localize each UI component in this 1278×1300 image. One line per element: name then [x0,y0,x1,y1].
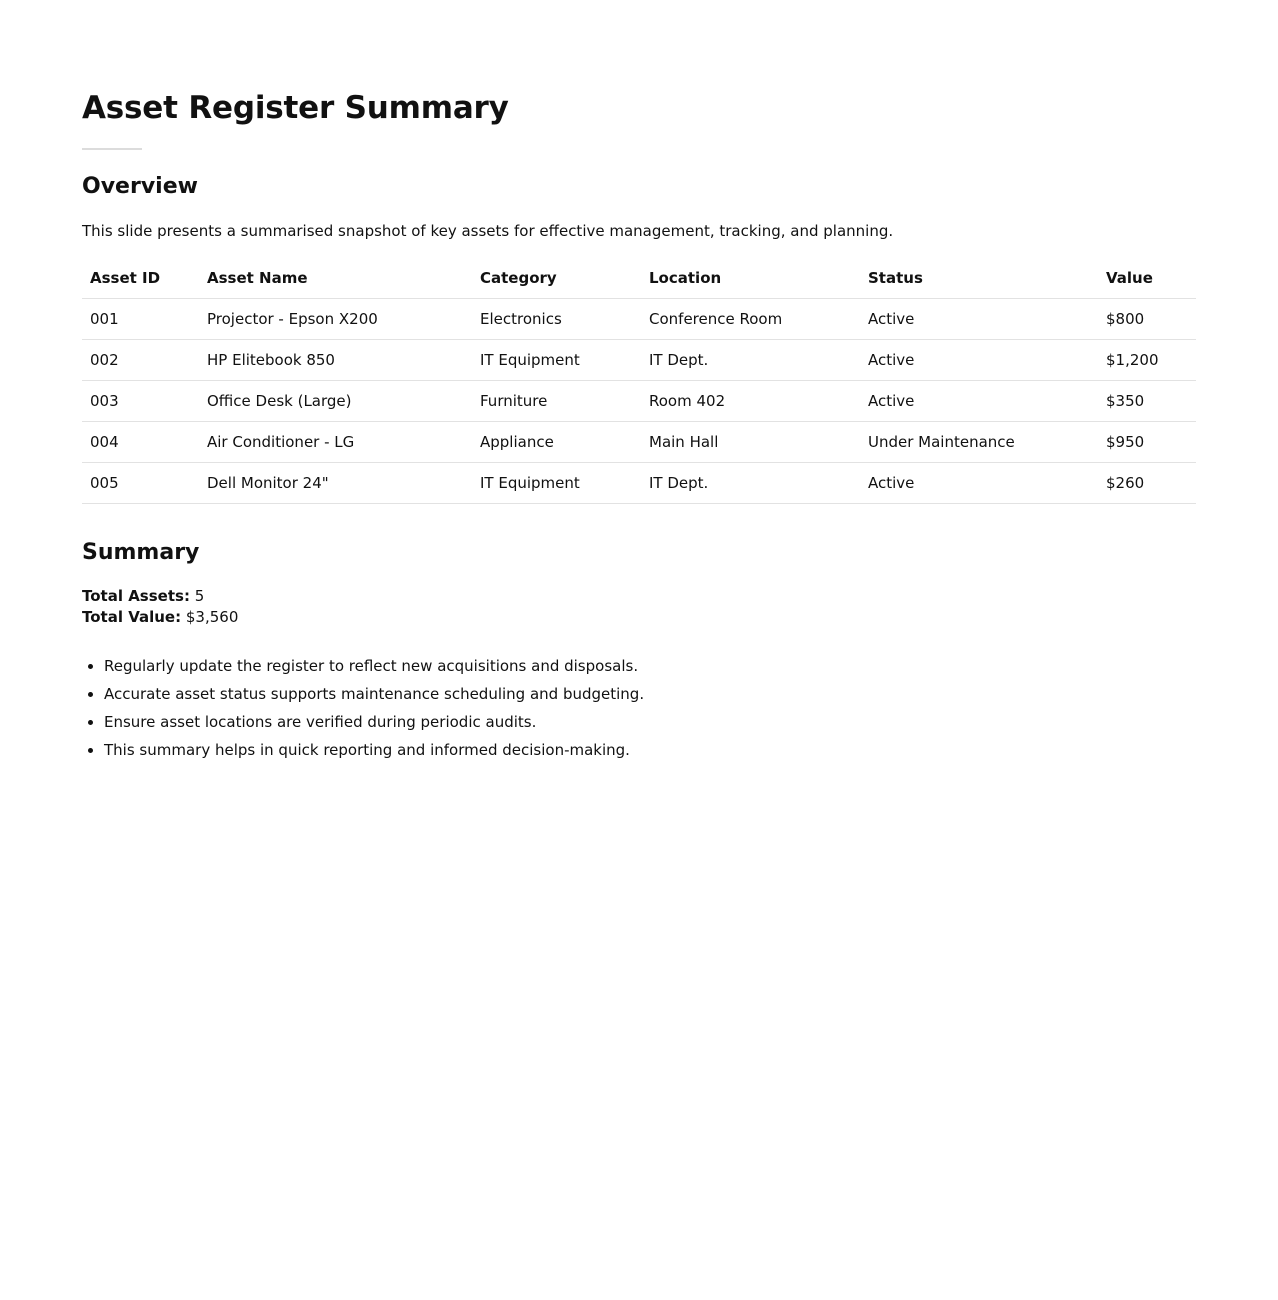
cell-asset-name: HP Elitebook 850 [199,340,472,381]
list-item: • Accurate asset status supports maintenance scheduling and budgeting. [104,684,1196,704]
cell-location: Main Hall [641,422,860,463]
cell-value: $1,200 [1098,340,1196,381]
cell-location: Conference Room [641,299,860,340]
asset-table [82,258,1196,504]
header-location: Location [641,258,860,299]
page-title: Asset Register Summary [82,90,509,126]
cell-asset-name: Projector - Epson X200 [199,299,472,340]
cell-asset-name: Air Conditioner - LG [199,422,472,463]
totals-block [82,586,1196,628]
list-item: • Ensure asset locations are verified during periodic audits. [104,712,1196,732]
header-asset-name: Asset Name [199,258,472,299]
cell-asset-name: Office Desk (Large) [199,381,472,422]
total-assets-line [82,586,1196,607]
cell-asset-id: 004 [82,422,199,463]
total-value-label: Total Value: [82,608,182,626]
cell-asset-id: 005 [82,463,199,504]
cell-status: Active [860,463,1098,504]
title-divider [82,148,142,150]
total-assets-value: 5 [194,587,205,605]
total-value-line [82,607,1196,628]
cell-category: IT Equipment [472,463,641,504]
header-asset-id: Asset ID [82,258,199,299]
cell-value: $260 [1098,463,1196,504]
list-item: • This summary helps in quick reporting and informed decision-making. [104,740,1196,760]
cell-value: $950 [1098,422,1196,463]
header-value: Value [1098,258,1196,299]
header-category: Category [472,258,641,299]
cell-asset-name: Dell Monitor 24" [199,463,472,504]
table-row [82,340,1196,381]
summary-heading: Summary [82,540,200,565]
cell-category: Electronics [472,299,641,340]
list-item: • Regularly update the register to reflect new acquisitions and disposals. [104,656,1196,676]
table-row [82,299,1196,340]
summary-bullet-list [82,656,1196,760]
cell-category: IT Equipment [472,340,641,381]
cell-asset-id: 002 [82,340,199,381]
overview-text: This slide presents a summarised snapshot of key assets for effective management, tracking, and planning. [82,222,894,240]
cell-status: Active [860,340,1098,381]
cell-asset-id: 003 [82,381,199,422]
cell-asset-id: 001 [82,299,199,340]
table-header-row [82,258,1196,299]
total-value-value: $3,560 [185,608,239,626]
cell-status: Active [860,381,1098,422]
table-row [82,381,1196,422]
header-status: Status [860,258,1098,299]
cell-location: IT Dept. [641,463,860,504]
table-row [82,463,1196,504]
total-assets-label: Total Assets: [82,587,190,605]
overview-heading: Overview [82,174,198,199]
table-row [82,422,1196,463]
cell-location: IT Dept. [641,340,860,381]
cell-category: Furniture [472,381,641,422]
cell-value: $800 [1098,299,1196,340]
cell-status: Under Maintenance [860,422,1098,463]
cell-status: Active [860,299,1098,340]
cell-value: $350 [1098,381,1196,422]
cell-category: Appliance [472,422,641,463]
cell-location: Room 402 [641,381,860,422]
